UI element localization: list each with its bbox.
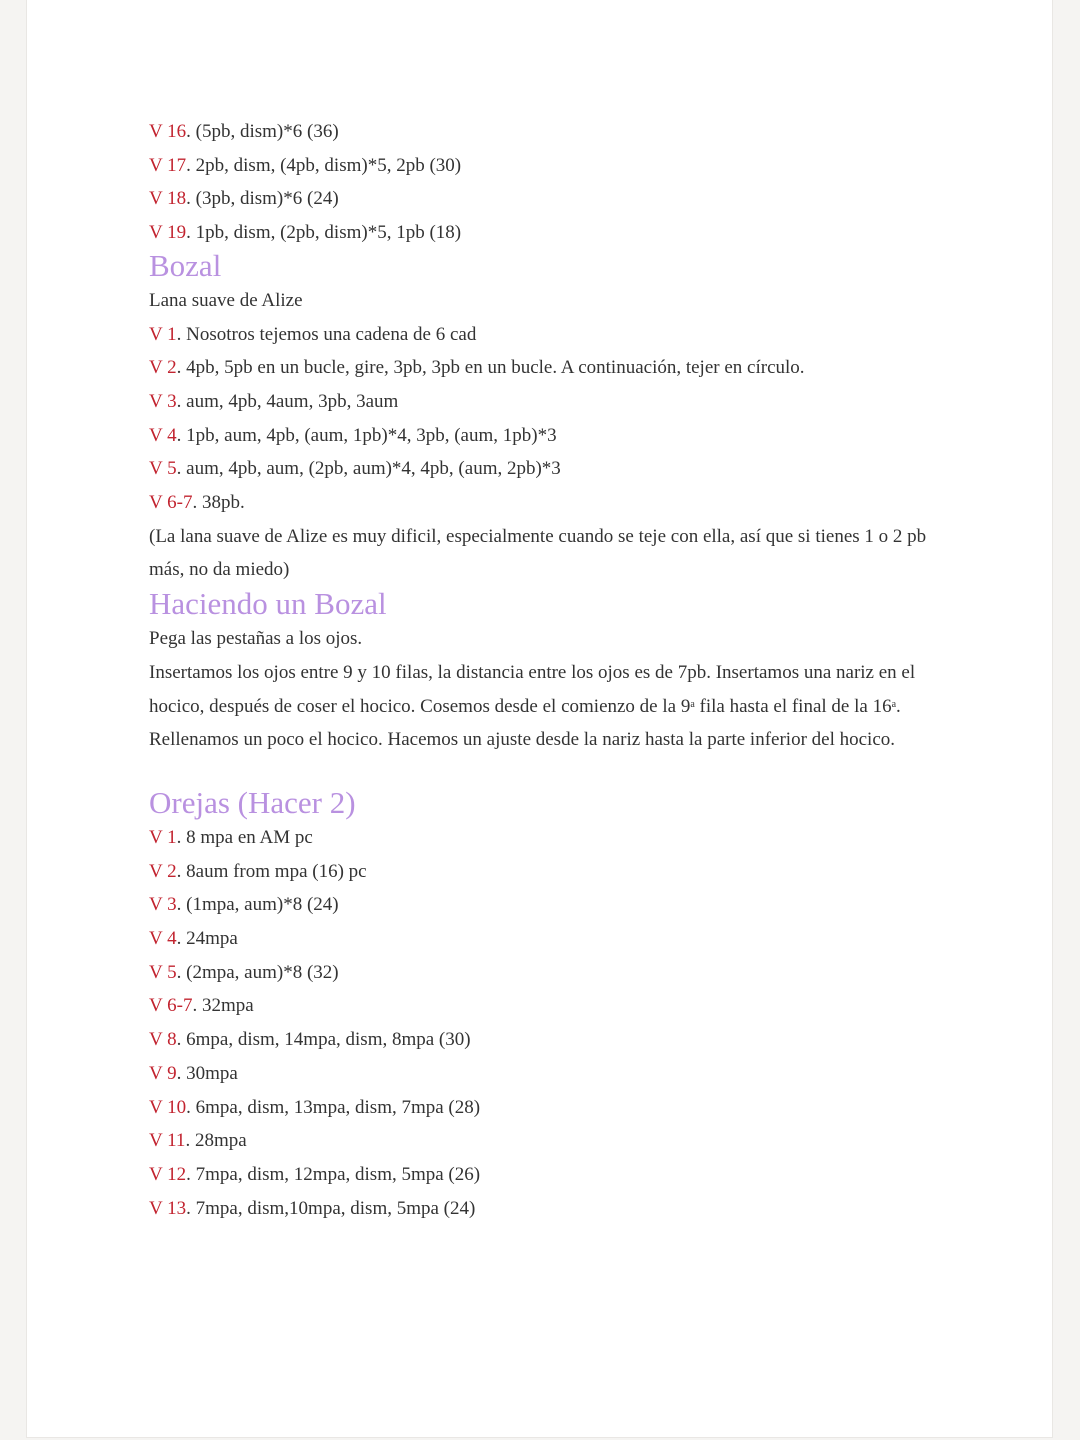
pattern-row xyxy=(149,1158,939,1192)
pattern-row xyxy=(149,318,939,352)
row-text: . aum, 4pb, 4aum, 3pb, 3aum xyxy=(176,390,399,412)
pattern-row xyxy=(149,855,939,889)
row-text: . 6mpa, dism, 14mpa, dism, 8mpa (30) xyxy=(176,1029,471,1051)
instruction-paragraph: Pega las pestañas a los ojos. xyxy=(149,628,363,650)
pattern-row xyxy=(149,1057,939,1091)
pattern-row xyxy=(149,821,939,855)
row-text: . 4pb, 5pb en un bucle, gire, 3pb, 3pb en un bucle. A continuación, tejer en círculo. xyxy=(176,357,805,379)
row-text: . (5pb, dism)*6 (36) xyxy=(186,121,339,142)
row-text: . 32mpa xyxy=(192,995,254,1017)
row-text: . 24mpa xyxy=(176,928,238,950)
row-text: . (3pb, dism)*6 (24) xyxy=(186,188,339,210)
row-label: V 9 xyxy=(149,1062,177,1084)
row-label: V 6-7 xyxy=(149,995,193,1017)
row-text: . 8aum from mpa (16) pc xyxy=(176,860,367,882)
row-label: V 4 xyxy=(149,928,177,950)
row-text: . 30mpa xyxy=(176,1062,238,1084)
pattern-row xyxy=(149,182,939,216)
row-label: V 18 xyxy=(149,188,187,210)
row-text: . Nosotros tejemos una cadena de 6 cad xyxy=(176,323,477,345)
row-text: . 7mpa, dism, 12mpa, dism, 5mpa (26) xyxy=(186,1163,481,1185)
row-label: V 8 xyxy=(149,1029,177,1051)
instruction-paragraph: Rellenamos un poco el hocico. Hacemos un ajuste desde la nariz hasta la parte inferior del hocico. xyxy=(149,729,896,751)
row-label: V 10 xyxy=(149,1096,187,1118)
row-label: V 19 xyxy=(149,222,187,244)
row-label: V 1 xyxy=(149,323,177,345)
pattern-row xyxy=(149,351,939,385)
row-text: . aum, 4pb, aum, (2pb, aum)*4, 4pb, (aum, 2pb)*3 xyxy=(176,458,561,480)
row-text: . 1pb, dism, (2pb, dism)*5, 1pb (18) xyxy=(186,222,462,244)
document-content xyxy=(149,115,939,1225)
pattern-row xyxy=(149,1192,939,1226)
row-label: V 13 xyxy=(149,1197,187,1219)
bozal-note: (La lana suave de Alize es muy dificil, especialmente cuando se teje con ella, así que si tienes 1 o 2 pb más, no da miedo) xyxy=(149,525,927,581)
row-label: V 17 xyxy=(149,154,187,176)
haciendo-bozal-section xyxy=(149,622,939,757)
pattern-row xyxy=(149,115,939,149)
section-heading-orejas: Orejas (Hacer 2) xyxy=(149,784,356,820)
row-text: . 6mpa, dism, 13mpa, dism, 7mpa (28) xyxy=(186,1096,481,1118)
document-page xyxy=(26,0,1053,1438)
row-label: V 1 xyxy=(149,826,177,848)
pattern-row xyxy=(149,419,939,453)
instruction-paragraph xyxy=(149,656,939,723)
ordinal-superscript: a xyxy=(891,698,897,710)
row-text: . (1mpa, aum)*8 (24) xyxy=(176,894,339,916)
pattern-row xyxy=(149,452,939,486)
pattern-row xyxy=(149,1124,939,1158)
pattern-row xyxy=(149,956,939,990)
pattern-row xyxy=(149,922,939,956)
row-label: V 11 xyxy=(149,1130,186,1152)
row-text: . 8 mpa en AM pc xyxy=(176,826,313,848)
instruction-text: fila hasta el final de la 16 xyxy=(694,695,892,717)
ordinal-superscript: a xyxy=(690,698,695,710)
row-label: V 3 xyxy=(149,894,177,916)
section-heading-bozal: Bozal xyxy=(149,247,222,283)
pattern-row xyxy=(149,888,939,922)
row-label: V 16 xyxy=(149,121,187,142)
row-text: . 2pb, dism, (4pb, dism)*5, 2pb (30) xyxy=(186,154,462,176)
row-text: . 28mpa xyxy=(185,1130,247,1152)
instruction-text: . xyxy=(896,695,901,717)
row-label: V 3 xyxy=(149,390,177,412)
row-text: . (2mpa, aum)*8 (32) xyxy=(176,961,339,983)
row-label: V 5 xyxy=(149,458,177,480)
pattern-row xyxy=(149,385,939,419)
pattern-row xyxy=(149,1023,939,1057)
row-label: V 2 xyxy=(149,860,177,882)
row-label: V 2 xyxy=(149,357,177,379)
bozal-section xyxy=(149,284,939,587)
pattern-row xyxy=(149,989,939,1023)
row-label: V 12 xyxy=(149,1163,187,1185)
instruction-text: Insertamos los ojos entre 9 y 10 filas, la distancia entre los ojos es de 7pb. Insertamos una nariz en el hocico, después de coser el hocico. Cosemos desde el comienzo de la 9 xyxy=(149,661,916,717)
row-label: V 4 xyxy=(149,424,177,446)
pattern-row xyxy=(149,1091,939,1125)
row-text: . 1pb, aum, 4pb, (aum, 1pb)*4, 3pb, (aum, 1pb)*3 xyxy=(176,424,557,446)
head-rows-section xyxy=(149,115,939,250)
row-label: V 5 xyxy=(149,961,177,983)
pattern-row xyxy=(149,149,939,183)
orejas-section xyxy=(149,821,939,1225)
row-text: . 38pb. xyxy=(192,492,245,514)
yarn-note: Lana suave de Alize xyxy=(149,289,303,311)
row-label: V 6-7 xyxy=(149,492,193,514)
pattern-row xyxy=(149,216,939,250)
section-heading-haciendo-bozal: Haciendo un Bozal xyxy=(149,586,387,622)
row-text: . 7mpa, dism,10mpa, dism, 5mpa (24) xyxy=(186,1197,476,1219)
pattern-row xyxy=(149,486,939,520)
